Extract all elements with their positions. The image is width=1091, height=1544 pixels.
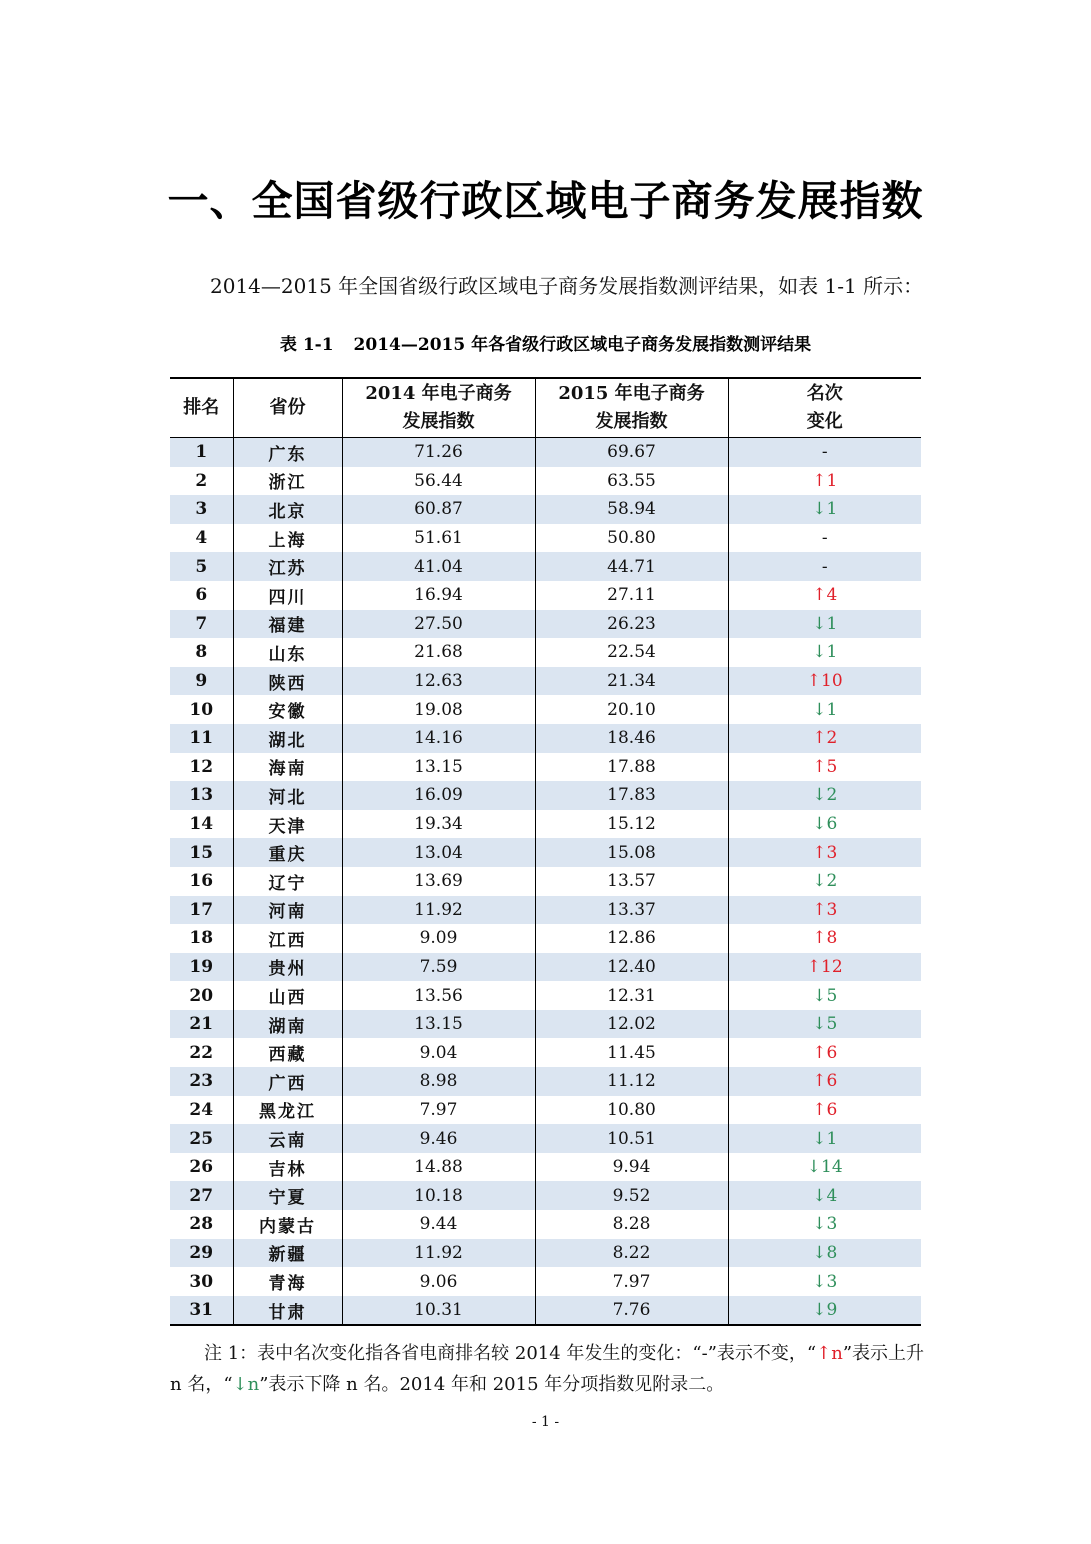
table-caption [0,330,1091,355]
header-index-2014-line2: 发展指数 [402,411,475,432]
index-2014-cell: 71.26 [342,438,535,467]
index-2015-cell: 17.88 [535,753,728,782]
table-row [170,724,921,753]
rank-change-cell: ↓3 [728,1210,921,1239]
index-2014-cell: 13.69 [342,867,535,896]
index-2015-cell: 26.23 [535,610,728,639]
rank-change-cell: ↑5 [728,753,921,782]
table-row [170,1239,921,1268]
rank-change-cell: ↓5 [728,981,921,1010]
rank-cell: 9 [170,667,233,696]
rank-cell: 22 [170,1038,233,1067]
index-2015-cell: 13.57 [535,867,728,896]
rank-change-cell: - [728,438,921,467]
index-2015-cell: 10.80 [535,1096,728,1125]
index-2014-cell: 13.15 [342,1010,535,1039]
rank-cell: 8 [170,638,233,667]
rank-change-cell: - [728,524,921,553]
rank-change-cell: ↓1 [728,638,921,667]
table-row [170,438,921,467]
index-2014-cell: 12.63 [342,667,535,696]
rank-cell: 27 [170,1181,233,1210]
rank-cell: 20 [170,981,233,1010]
index-2015-cell: 15.12 [535,810,728,839]
rank-change-cell: ↑6 [728,1067,921,1096]
rank-cell: 6 [170,581,233,610]
index-2015-cell: 58.94 [535,495,728,524]
index-2014-cell: 41.04 [342,552,535,581]
index-2014-cell: 21.68 [342,638,535,667]
index-2014-cell: 14.88 [342,1153,535,1182]
index-2014-cell: 7.97 [342,1096,535,1125]
province-cell: 四川 [233,581,342,610]
table-caption-title: 2014—2015 年各省级行政区域电子商务发展指数测评结果 [353,335,812,355]
table-row [170,1267,921,1296]
province-cell: 辽宁 [233,867,342,896]
rank-cell: 11 [170,724,233,753]
province-cell: 黑龙江 [233,1096,342,1125]
index-2015-cell: 10.51 [535,1124,728,1153]
rank-cell: 4 [170,524,233,553]
index-2014-cell: 11.92 [342,1239,535,1268]
table-row [170,552,921,581]
header-rank-change-line2: 变化 [806,411,843,432]
index-2015-cell: 15.08 [535,838,728,867]
table-row [170,753,921,782]
province-cell: 新疆 [233,1239,342,1268]
index-2014-cell: 10.31 [342,1296,535,1326]
index-2014-cell: 19.08 [342,695,535,724]
rank-change-cell: ↑1 [728,467,921,496]
province-cell: 浙江 [233,467,342,496]
note-up-symbol: ↑n [816,1343,843,1364]
table-row [170,581,921,610]
rank-change-cell: ↓2 [728,867,921,896]
rank-cell: 3 [170,495,233,524]
table-row [170,867,921,896]
index-2014-cell: 16.09 [342,781,535,810]
rank-change-cell: ↑8 [728,924,921,953]
header-index-2015 [535,378,728,438]
province-cell: 河南 [233,896,342,925]
index-2014-cell: 8.98 [342,1067,535,1096]
table-row [170,981,921,1010]
table-row [170,638,921,667]
table-body [170,438,921,1326]
header-index-2014-line1: 2014 年电子商务 [365,383,512,404]
rank-cell: 15 [170,838,233,867]
index-2014-cell: 9.06 [342,1267,535,1296]
note-prefix: 注 1：表中名次变化指各省电商排名较 2014 年发生的变化：“-”表示不变，“ [204,1343,817,1364]
province-cell: 天津 [233,810,342,839]
table-row [170,1038,921,1067]
table-note [170,1338,925,1400]
index-2015-cell: 11.45 [535,1038,728,1067]
province-cell: 湖南 [233,1010,342,1039]
table-row [170,1010,921,1039]
index-2014-cell: 19.34 [342,810,535,839]
index-2014-cell: 60.87 [342,495,535,524]
table-row [170,1067,921,1096]
province-cell: 重庆 [233,838,342,867]
table-row [170,810,921,839]
rank-change-cell: ↑12 [728,953,921,982]
header-province: 省份 [233,378,342,438]
table-row [170,524,921,553]
province-cell: 湖北 [233,724,342,753]
province-cell: 青海 [233,1267,342,1296]
rank-change-cell: ↓14 [728,1153,921,1182]
rank-change-cell: ↑3 [728,838,921,867]
province-cell: 江西 [233,924,342,953]
rank-cell: 28 [170,1210,233,1239]
page-number: - 1 - [531,1414,560,1430]
table-row [170,695,921,724]
index-2014-cell: 9.46 [342,1124,535,1153]
index-2014-cell: 27.50 [342,610,535,639]
rank-change-cell: ↓9 [728,1296,921,1326]
index-2014-cell: 9.09 [342,924,535,953]
table-row [170,667,921,696]
index-2014-cell: 13.56 [342,981,535,1010]
index-2015-cell: 8.22 [535,1239,728,1268]
province-cell: 江苏 [233,552,342,581]
index-2015-cell: 21.34 [535,667,728,696]
rank-cell: 30 [170,1267,233,1296]
index-2014-cell: 11.92 [342,896,535,925]
table-header-row [170,378,921,438]
note-suffix: ”表示下降 n 名。2014 年和 2015 年分项指数见附录二。 [259,1374,725,1395]
province-cell: 甘肃 [233,1296,342,1326]
rank-cell: 7 [170,610,233,639]
index-2015-cell: 18.46 [535,724,728,753]
rank-cell: 25 [170,1124,233,1153]
table-row [170,838,921,867]
rank-cell: 2 [170,467,233,496]
table-row [170,896,921,925]
rank-cell: 13 [170,781,233,810]
index-2015-cell: 27.11 [535,581,728,610]
rank-cell: 31 [170,1296,233,1326]
rank-cell: 23 [170,1067,233,1096]
province-cell: 山西 [233,981,342,1010]
index-2015-cell: 44.71 [535,552,728,581]
rank-cell: 14 [170,810,233,839]
rank-change-cell: ↑10 [728,667,921,696]
index-2015-cell: 13.37 [535,896,728,925]
rank-change-cell: ↑6 [728,1038,921,1067]
index-2014-cell: 51.61 [342,524,535,553]
table-row [170,953,921,982]
rank-change-cell: ↑6 [728,1096,921,1125]
rank-cell: 26 [170,1153,233,1182]
rank-cell: 18 [170,924,233,953]
index-2015-cell: 9.94 [535,1153,728,1182]
table-row [170,610,921,639]
rank-cell: 1 [170,438,233,467]
province-cell: 河北 [233,781,342,810]
index-2014-cell: 7.59 [342,953,535,982]
index-2015-cell: 17.83 [535,781,728,810]
rank-cell: 17 [170,896,233,925]
index-2015-cell: 63.55 [535,467,728,496]
province-cell: 内蒙古 [233,1210,342,1239]
index-2015-cell: 11.12 [535,1067,728,1096]
header-index-2015-line2: 发展指数 [595,411,668,432]
index-2014-cell: 10.18 [342,1181,535,1210]
rank-cell: 10 [170,695,233,724]
table-row [170,1210,921,1239]
rank-change-cell: ↓1 [728,1124,921,1153]
rank-change-cell: ↓1 [728,610,921,639]
province-cell: 广西 [233,1067,342,1096]
index-2015-cell: 9.52 [535,1181,728,1210]
table-row [170,1124,921,1153]
rank-change-cell: ↓1 [728,695,921,724]
rank-change-cell: ↓2 [728,781,921,810]
note-middle: ”表示上升 n 名，“ [170,1343,925,1395]
index-2015-cell: 8.28 [535,1210,728,1239]
index-2014-cell: 9.04 [342,1038,535,1067]
table-row [170,781,921,810]
header-rank-change-line1: 名次 [806,383,843,404]
province-cell: 西藏 [233,1038,342,1067]
index-2014-cell: 9.44 [342,1210,535,1239]
rank-change-cell: ↓4 [728,1181,921,1210]
province-cell: 广东 [233,438,342,467]
province-cell: 安徽 [233,695,342,724]
rank-change-cell: ↑2 [728,724,921,753]
table-row [170,1153,921,1182]
rank-cell: 21 [170,1010,233,1039]
header-rank: 排名 [170,378,233,438]
rank-cell: 12 [170,753,233,782]
rank-change-cell: ↓8 [728,1239,921,1268]
header-rank-change [728,378,921,438]
province-cell: 陕西 [233,667,342,696]
province-cell: 山东 [233,638,342,667]
index-2015-cell: 12.31 [535,981,728,1010]
index-2014-cell: 14.16 [342,724,535,753]
index-2015-cell: 12.02 [535,1010,728,1039]
note-down-symbol: ↓n [232,1374,260,1395]
rank-change-cell: ↓5 [728,1010,921,1039]
index-2014-cell: 16.94 [342,581,535,610]
intro-paragraph: 2014—2015 年全国省级行政区域电子商务发展指数测评结果，如表 1-1 所示： [210,274,924,298]
province-cell: 宁夏 [233,1181,342,1210]
header-index-2014 [342,378,535,438]
province-cell: 海南 [233,753,342,782]
province-cell: 上海 [233,524,342,553]
ranking-table [170,377,921,1326]
province-cell: 贵州 [233,953,342,982]
index-2015-cell: 12.40 [535,953,728,982]
index-2015-cell: 50.80 [535,524,728,553]
header-index-2015-line1: 2015 年电子商务 [558,383,705,404]
province-cell: 福建 [233,610,342,639]
index-2014-cell: 13.04 [342,838,535,867]
rank-change-cell: ↑3 [728,896,921,925]
rank-change-cell: - [728,552,921,581]
rank-cell: 29 [170,1239,233,1268]
rank-cell: 5 [170,552,233,581]
table-caption-number: 表 1-1 [279,335,334,355]
index-2015-cell: 22.54 [535,638,728,667]
page-heading: 一、全国省级行政区域电子商务发展指数 [167,177,924,225]
rank-change-cell: ↓3 [728,1267,921,1296]
index-2015-cell: 12.86 [535,924,728,953]
index-2015-cell: 20.10 [535,695,728,724]
province-cell: 云南 [233,1124,342,1153]
table-row [170,1296,921,1326]
index-2015-cell: 69.67 [535,438,728,467]
rank-change-cell: ↑4 [728,581,921,610]
rank-cell: 16 [170,867,233,896]
rank-change-cell: ↓6 [728,810,921,839]
index-2015-cell: 7.97 [535,1267,728,1296]
table-row [170,924,921,953]
table-row [170,1096,921,1125]
index-2015-cell: 7.76 [535,1296,728,1326]
province-cell: 北京 [233,495,342,524]
rank-cell: 24 [170,1096,233,1125]
table-row [170,1181,921,1210]
rank-cell: 19 [170,953,233,982]
table-row [170,495,921,524]
province-cell: 吉林 [233,1153,342,1182]
index-2014-cell: 56.44 [342,467,535,496]
index-2014-cell: 13.15 [342,753,535,782]
rank-change-cell: ↓1 [728,495,921,524]
table-row [170,467,921,496]
